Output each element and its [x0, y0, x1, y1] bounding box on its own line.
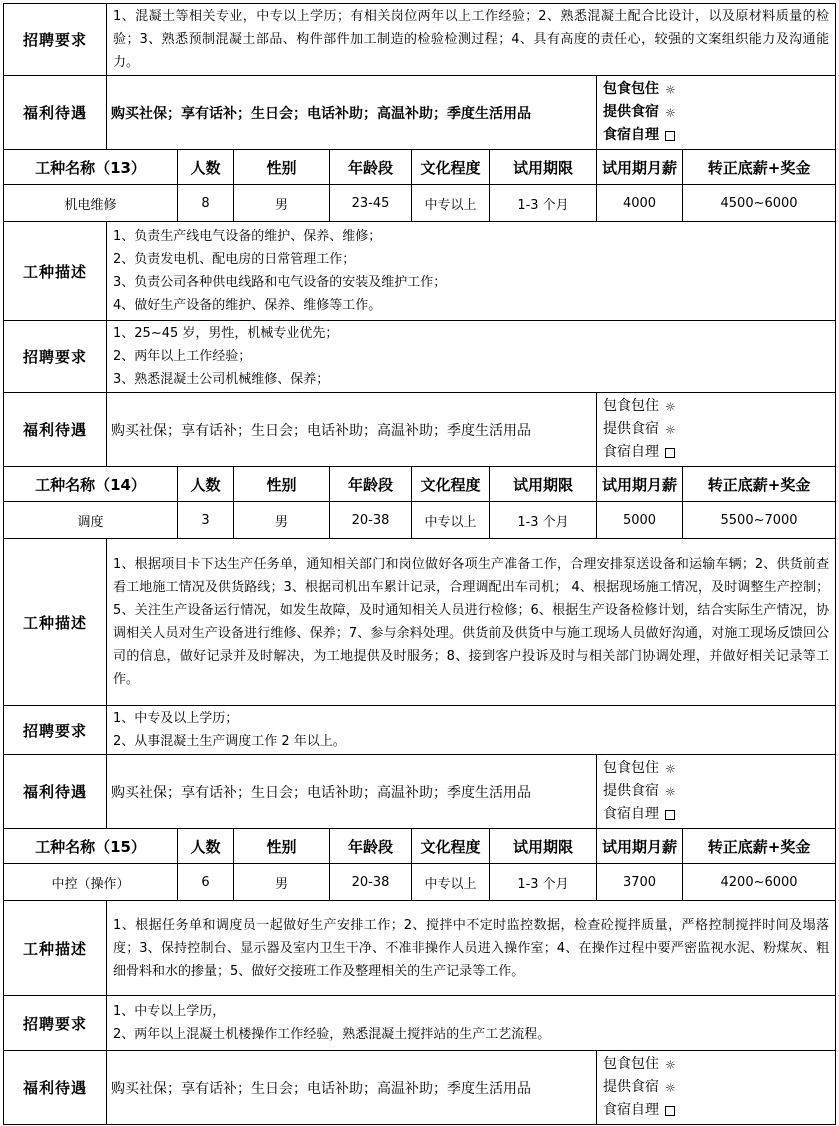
job-14-requirements-row [4, 706, 836, 755]
job-15-duties: 1、根据任务单和调度员一起做好生产安排工作；2、搅拌中不定时监控数据，检查砼搅拌质量，严格控制搅拌时间及塌落度；3、保持控制台、显示器及室内卫生干净、不准非操作人员进入操作室；4、在操作过程中要严密监视水泥、粉煤灰、粗细骨料和水的掺量；5、做好交接班工作及整理相关的生产记录等工作。 [107, 901, 836, 996]
gender-value: 男 [234, 185, 330, 222]
intro-requirements-row [4, 4, 836, 76]
job-15-benefits-row [4, 1051, 836, 1125]
job-14-duties: 1、根据项目卡下达生产任务单，通知相关部门和岗位做好各项生产准备工作，合理安排泵送设备和运输车辆；2、供货前查看工地施工情况及供货路线；3、根据司机出车累计记录，合理调配出车司机； 4、根据现场施工情况，及时调整生产控制；5、关注生产设备运行情况，如发生故障，及时通知相关人员进行检修；6、根据生产设备检修计划，结合实际生产情况，协调相关人员对生产设备进行维修、保养；7、参与余料处理。供货前及供货中与施工现场人员做好沟通，对施工现场反馈回公司的信息，做好记录并及时解决，为工地提供及时服务；8、接到客户投诉及时与相关部门协调处理，并做好相关记录等工作。 [107, 539, 836, 706]
job-15-duties-row [4, 901, 836, 996]
option-meals [603, 780, 829, 803]
job-15-requirements-row [4, 996, 836, 1051]
requirement-line: 2、两年以上工作经验； [113, 349, 252, 364]
benefits-label: 福利待遇 [4, 755, 107, 829]
duties-label: 工种描述 [4, 901, 107, 996]
benefits-label: 福利待遇 [4, 76, 107, 150]
salary-header: 转正底薪+奖金 [683, 467, 836, 502]
probation-header: 试用期限 [490, 829, 597, 864]
job-14-benefits: 购买社保；享有话补；生日会；电话补助；高温补助；季度生活用品 [107, 755, 597, 829]
requirements-label: 招聘要求 [4, 321, 107, 393]
probation-value: 1-3 个月 [490, 502, 597, 539]
job-14-requirements [107, 706, 836, 755]
option-label: 食宿自理 [603, 444, 659, 460]
probation-pay-value: 4000 [597, 185, 683, 222]
probation-header: 试用期限 [490, 467, 597, 502]
option-label: 食宿自理 [603, 806, 659, 822]
job-15-header-row [4, 829, 836, 864]
intro-benefits-row [4, 76, 836, 150]
probation-pay-header: 试用期月薪 [597, 467, 683, 502]
salary-header: 转正底薪+奖金 [683, 150, 836, 185]
intro-benefit-options [597, 76, 836, 150]
option-label: 提供食宿 [603, 104, 659, 120]
requirements-label: 招聘要求 [4, 706, 107, 755]
duty-line: 2、负责发电机、配电房的日常管理工作； [113, 252, 356, 267]
sun-icon: ☼ [665, 399, 676, 414]
education-value: 中专以上 [412, 502, 490, 539]
option-label: 包食包住 [603, 398, 659, 414]
option-meals [603, 101, 829, 124]
probation-header: 试用期限 [490, 150, 597, 185]
count-header: 人数 [178, 467, 234, 502]
option-self [603, 1099, 829, 1122]
salary-value: 4500~6000 [683, 185, 836, 222]
job-title: 工种名称（13） [4, 150, 178, 185]
recruitment-document [3, 3, 835, 1125]
education-value: 中专以上 [412, 185, 490, 222]
job-15-requirements [107, 996, 836, 1051]
job-14-header-row [4, 467, 836, 502]
intro-requirements-text: 1、混凝土等相关专业，中专以上学历；有相关岗位两年以上工作经验；2、熟悉混凝土配合比设计，以及原材料质量的检验；3、熟悉预制混凝土部品、构件部件加工制造的检验检测过程；4、具有高度的责任心，较强的文案组织能力及沟通能力。 [107, 4, 836, 76]
duty-line: 3、负责公司各种供电线路和屯气设备的安装及维护工作； [113, 275, 447, 290]
option-meals [603, 418, 829, 441]
option-self [603, 124, 829, 147]
option-label: 包食包住 [603, 1056, 659, 1072]
sun-icon: ☼ [665, 1057, 676, 1072]
salary-value: 5500~7000 [683, 502, 836, 539]
job-13-benefit-options [597, 393, 836, 467]
option-label: 提供食宿 [603, 421, 659, 437]
age-value: 23-45 [330, 185, 412, 222]
option-meals-lodging [603, 395, 829, 418]
education-header: 文化程度 [412, 150, 490, 185]
sun-icon: ☼ [665, 82, 676, 97]
requirement-line: 1、中专以上学历， [113, 1004, 226, 1019]
requirement-line: 1、中专及以上学历； [113, 711, 239, 726]
job-14-benefits-row [4, 755, 836, 829]
option-meals-lodging [603, 757, 829, 780]
job-name: 调度 [4, 502, 178, 539]
intro-benefits-text: 购买社保；享有话补；生日会；电话补助；高温补助；季度生活用品 [107, 76, 597, 150]
gender-value: 男 [234, 864, 330, 901]
gender-value: 男 [234, 502, 330, 539]
job-15-benefit-options [597, 1051, 836, 1125]
requirements-label: 招聘要求 [4, 996, 107, 1051]
option-label: 食宿自理 [603, 1102, 659, 1118]
age-header: 年龄段 [330, 467, 412, 502]
job-name: 中控（操作） [4, 864, 178, 901]
option-label: 包食包住 [603, 81, 659, 97]
job-13-duties [107, 222, 836, 321]
checkbox-icon [665, 810, 675, 820]
gender-header: 性别 [234, 467, 330, 502]
sun-icon: ☼ [665, 1080, 676, 1095]
job-14-benefit-options [597, 755, 836, 829]
gender-header: 性别 [234, 150, 330, 185]
job-15-values-row [4, 864, 836, 901]
job-15-benefits: 购买社保；享有话补；生日会；电话补助；高温补助；季度生活用品 [107, 1051, 597, 1125]
job-13-header-row [4, 150, 836, 185]
job-title: 工种名称（14） [4, 467, 178, 502]
education-value: 中专以上 [412, 864, 490, 901]
job-13-duties-row [4, 222, 836, 321]
duty-line: 1、负责生产线电气设备的维护、保养、维修； [113, 229, 382, 244]
job-14-duties-row [4, 539, 836, 706]
sun-icon: ☼ [665, 105, 676, 120]
requirements-label: 招聘要求 [4, 4, 107, 76]
probation-pay-header: 试用期月薪 [597, 150, 683, 185]
benefits-label: 福利待遇 [4, 393, 107, 467]
count-header: 人数 [178, 150, 234, 185]
gender-header: 性别 [234, 829, 330, 864]
benefits-label: 福利待遇 [4, 1051, 107, 1125]
option-meals-lodging [603, 78, 829, 101]
duties-label: 工种描述 [4, 539, 107, 706]
checkbox-icon [665, 131, 675, 141]
job-13-requirements [107, 321, 836, 393]
probation-value: 1-3 个月 [490, 185, 597, 222]
count-value: 6 [178, 864, 234, 901]
requirement-line: 2、从事混凝土生产调度工作 2 年以上。 [113, 734, 346, 749]
option-self [603, 803, 829, 826]
sun-icon: ☼ [665, 422, 676, 437]
education-header: 文化程度 [412, 467, 490, 502]
checkbox-icon [665, 1106, 675, 1116]
sun-icon: ☼ [665, 761, 676, 776]
option-label: 食宿自理 [603, 127, 659, 143]
job-title: 工种名称（15） [4, 829, 178, 864]
sun-icon: ☼ [665, 784, 676, 799]
education-header: 文化程度 [412, 829, 490, 864]
recruitment-table [3, 3, 836, 1125]
requirement-line: 3、熟悉混凝土公司机械维修、保养； [113, 372, 330, 387]
probation-value: 1-3 个月 [490, 864, 597, 901]
option-meals-lodging [603, 1053, 829, 1076]
age-value: 20-38 [330, 864, 412, 901]
duty-line: 4、做好生产设备的维护、保养、维修等工作。 [113, 298, 382, 313]
age-value: 20-38 [330, 502, 412, 539]
probation-pay-value: 5000 [597, 502, 683, 539]
count-header: 人数 [178, 829, 234, 864]
job-13-values-row [4, 185, 836, 222]
option-meals [603, 1076, 829, 1099]
count-value: 3 [178, 502, 234, 539]
job-13-benefits: 购买社保；享有话补；生日会；电话补助；高温补助；季度生活用品 [107, 393, 597, 467]
checkbox-icon [665, 448, 675, 458]
option-self [603, 441, 829, 464]
job-13-requirements-row [4, 321, 836, 393]
age-header: 年龄段 [330, 150, 412, 185]
job-13-benefits-row [4, 393, 836, 467]
duties-label: 工种描述 [4, 222, 107, 321]
probation-pay-value: 3700 [597, 864, 683, 901]
salary-header: 转正底薪+奖金 [683, 829, 836, 864]
option-label: 提供食宿 [603, 1079, 659, 1095]
salary-value: 4200~6000 [683, 864, 836, 901]
option-label: 包食包住 [603, 760, 659, 776]
option-label: 提供食宿 [603, 783, 659, 799]
job-14-values-row [4, 502, 836, 539]
requirement-line: 2、两年以上混凝土机楼操作工作经验，熟悉混凝土搅拌站的生产工艺流程。 [113, 1027, 551, 1042]
count-value: 8 [178, 185, 234, 222]
requirement-line: 1、25~45 岁，男性，机械专业优先； [113, 326, 339, 341]
job-name: 机电维修 [4, 185, 178, 222]
age-header: 年龄段 [330, 829, 412, 864]
probation-pay-header: 试用期月薪 [597, 829, 683, 864]
